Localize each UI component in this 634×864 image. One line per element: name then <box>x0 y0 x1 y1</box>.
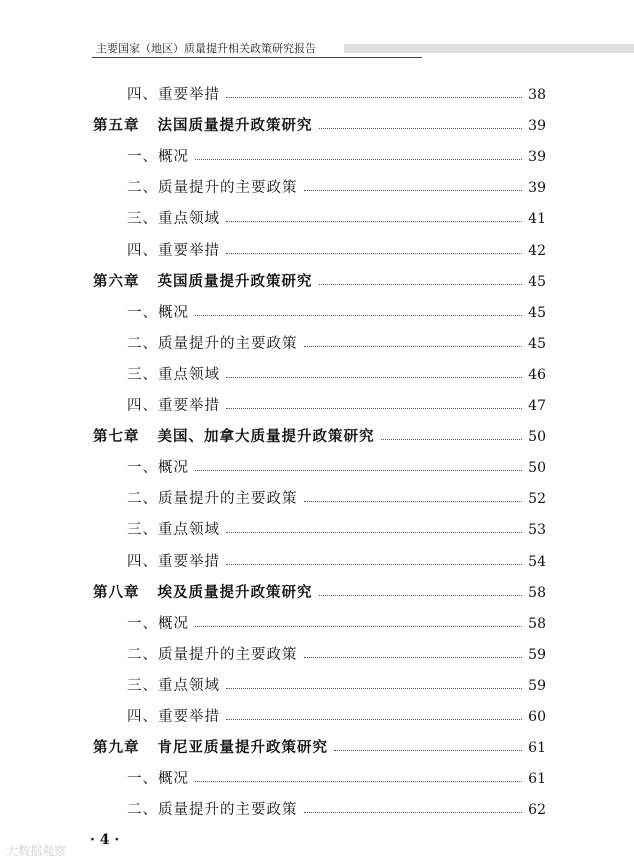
toc-page-number: 39 <box>528 149 546 166</box>
toc-entry-title: 四、重要举措 <box>127 242 220 259</box>
toc-page-number: 61 <box>528 740 546 757</box>
toc-chapter-row <box>0 420 634 451</box>
toc-entry-title: 一、概况 <box>127 615 189 632</box>
chapter-number: 第九章 <box>93 740 140 757</box>
toc-section-row <box>0 327 634 358</box>
toc-entry-title: 四、重要举措 <box>127 553 220 570</box>
chapter-title: 法国质量提升政策研究 <box>157 118 313 135</box>
chapter-number: 第七章 <box>93 429 140 446</box>
chapter-title: 美国、加拿大质量提升政策研究 <box>157 429 375 446</box>
toc-chapter-row <box>0 731 634 762</box>
dot-leader <box>226 564 522 565</box>
toc-page-number: 61 <box>528 771 546 788</box>
toc-entry-title: 二、质量提升的主要政策 <box>127 180 298 197</box>
dot-leader <box>226 377 522 378</box>
toc-page-number: 41 <box>528 211 546 228</box>
toc-page-number: 45 <box>528 335 546 352</box>
toc-page-number: 45 <box>528 304 546 321</box>
dot-leader <box>226 221 522 222</box>
toc-entry-title: 一、概况 <box>127 771 189 788</box>
toc-chapter-row <box>0 265 634 296</box>
dot-leader <box>195 470 522 471</box>
toc-section-row <box>0 451 634 482</box>
dot-leader <box>226 408 522 409</box>
toc-entry-title: 二、质量提升的主要政策 <box>127 802 298 819</box>
toc-section-row <box>0 513 634 544</box>
toc-entry-title <box>0 425 375 446</box>
toc-section-row <box>0 78 634 109</box>
chapter-number: 第八章 <box>93 584 140 601</box>
toc-page-number: 47 <box>528 398 546 414</box>
toc-entry-title <box>0 581 313 602</box>
toc-page-number: 45 <box>528 273 546 290</box>
toc-page-number: 39 <box>528 118 546 135</box>
toc-page-number: 52 <box>528 491 546 508</box>
toc-entry-title: 三、重点领域 <box>127 522 220 539</box>
toc-page-number: 59 <box>528 677 546 694</box>
toc-page-number: 50 <box>528 460 546 477</box>
toc-page-number: 59 <box>528 646 546 663</box>
toc-page-number: 50 <box>528 429 546 446</box>
toc-entry-title: 四、重要举措 <box>127 398 220 414</box>
toc-section-row <box>0 140 634 171</box>
toc-entry-title: 二、质量提升的主要政策 <box>127 491 298 508</box>
toc-entry-title: 一、概况 <box>127 460 189 477</box>
dot-leader <box>226 688 522 689</box>
toc-section-row <box>0 202 634 233</box>
toc-page-number: 42 <box>528 242 546 259</box>
toc-page-number: 60 <box>528 709 546 725</box>
dot-leader <box>334 750 522 751</box>
toc-page-number: 38 <box>528 87 546 103</box>
dot-leader <box>304 812 523 813</box>
toc-section-row <box>0 607 634 638</box>
toc-section-row <box>0 700 634 731</box>
toc-section-row <box>0 669 634 700</box>
toc-section-row <box>0 762 634 793</box>
toc-entry-title: 三、重点领域 <box>127 677 220 694</box>
toc-section-row <box>0 234 634 265</box>
dot-leader <box>304 501 523 502</box>
dot-leader <box>226 532 522 533</box>
dot-leader <box>319 284 523 285</box>
toc-page-number: 58 <box>528 584 546 601</box>
toc-chapter-row <box>0 109 634 140</box>
chapter-number: 第六章 <box>93 273 140 290</box>
toc-section-row <box>0 482 634 513</box>
toc-page-number: 62 <box>528 802 546 819</box>
page-number: · 4 · <box>90 832 120 848</box>
header-title: 主要国家（地区）质量提升相关政策研究报告 <box>96 42 316 55</box>
toc-entry-title: 四、重要举措 <box>127 87 220 103</box>
toc-entry-title: 二、质量提升的主要政策 <box>127 646 298 663</box>
toc-entry-title: 二、质量提升的主要政策 <box>127 335 298 352</box>
toc-chapter-row <box>0 576 634 607</box>
dot-leader <box>319 595 523 596</box>
dot-leader <box>319 128 523 129</box>
dot-leader <box>195 781 522 782</box>
chapter-title: 英国质量提升政策研究 <box>157 273 313 290</box>
toc-section-row <box>0 389 634 420</box>
toc-section-row <box>0 793 634 824</box>
dot-leader <box>304 190 523 191</box>
toc-section-row <box>0 171 634 202</box>
toc-page-number: 46 <box>528 366 546 383</box>
toc-section-row <box>0 296 634 327</box>
dot-leader <box>195 626 522 627</box>
toc-page-number: 53 <box>528 522 546 539</box>
dot-leader <box>304 657 523 658</box>
toc-section-row <box>0 358 634 389</box>
chapter-title: 肯尼亚质量提升政策研究 <box>157 740 328 757</box>
toc-page-number: 54 <box>528 553 546 570</box>
chapter-number: 第五章 <box>93 118 140 135</box>
dot-leader <box>195 315 522 316</box>
toc-entry-title: 一、概况 <box>127 149 189 166</box>
watermark: 大数据观察 <box>6 844 67 858</box>
toc-section-row <box>0 638 634 669</box>
toc-page-number: 58 <box>528 615 546 632</box>
dot-leader <box>381 439 523 440</box>
dot-leader <box>304 346 523 347</box>
toc-entry-title <box>0 736 328 757</box>
toc-entry-title: 三、重点领域 <box>127 211 220 228</box>
dot-leader <box>195 159 522 160</box>
toc-entry-title: 三、重点领域 <box>127 366 220 383</box>
toc-entry-title: 一、概况 <box>127 304 189 321</box>
toc-section-row <box>0 545 634 576</box>
dot-leader <box>226 97 522 98</box>
chapter-title: 埃及质量提升政策研究 <box>157 584 313 601</box>
toc-entry-title: 四、重要举措 <box>127 709 220 725</box>
toc-entry-title <box>0 114 313 135</box>
toc-entry-title <box>0 270 313 291</box>
dot-leader <box>226 253 522 254</box>
header-decoration-bar <box>344 44 634 53</box>
dot-leader <box>226 719 522 720</box>
toc-page-number: 39 <box>528 180 546 197</box>
